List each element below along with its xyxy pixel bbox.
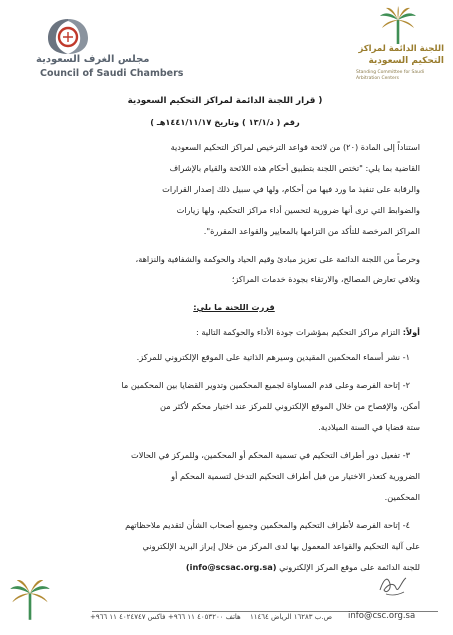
list-item: المحكمين. xyxy=(384,492,420,502)
scsac-english-name: Standing Committee for Saudi Arbitration Centers xyxy=(356,70,425,81)
first-text: التزام مراكز التحكيم بمؤشرات جودة الأداء والحوكمة التالية : xyxy=(195,327,401,337)
footer-pobox: ص.ب ١٦٢٨٣ الرياض ١١٤٦٤ xyxy=(250,613,333,621)
list-item: ١- نشر أسماء المحكمين المقيدين وسيرهم الذاتية على الموقع الإلكتروني للمركز. xyxy=(136,352,410,362)
committee-email: (info@scsac.org.sa) xyxy=(185,562,277,572)
intro-line: القاضية بما يلي: "تختص اللجنة بتطبيق أحكام هذه اللائحة والقيام بالإشراف xyxy=(169,163,420,173)
list-item: ٢- إتاحة الفرصة وعلى قدم المساواة لجميع المحكمين وتدوير القضايا بين المحكمين ما xyxy=(121,380,410,390)
first-label: أولاً: xyxy=(402,327,420,337)
first-clause xyxy=(48,327,420,337)
intro2-line: وحرصاً من اللجنة الدائمة على تعزيز مبادئ وقيم الحياد والحوكمة والشفافية والنزاهة، xyxy=(135,254,420,264)
list-item: على آلية التحكيم والقواعد المعمول بها لدى المركز من خلال إبراز البريد الإلكتروني xyxy=(142,541,420,551)
scsac-logo xyxy=(330,6,448,88)
footer-palm-tree-icon xyxy=(8,578,52,622)
scsac-arabic-line2: التحكيم السعودية xyxy=(368,56,444,66)
intro-line: استناداً إلى المادة (٢٠) من لائحة قواعد الترخيص لمراكز التحكيم السعودية xyxy=(170,142,420,152)
signature-icon xyxy=(376,572,410,598)
palm-tree-icon xyxy=(378,6,418,46)
list-item: ٣- تفعيل دور أطراف التحكيم في تسمية المحكم أو المحكمين، وللمركز في الحالات xyxy=(130,450,410,460)
decision-number: رقم ( د/١٣/١ ) وتاريخ ١٤٤١/١١/١٧هـ ) xyxy=(150,117,300,127)
intro-line: والضوابط التي ترى أنها ضرورية لتحسين أداء مراكز التحكيم، ولها زيارات xyxy=(176,205,420,215)
decided-heading: قررت اللجنة ما يلي: xyxy=(193,302,275,312)
decision-title: ( قرار اللجنة الدائمة لمراكز التحكيم السعودية xyxy=(127,96,323,106)
cscc-emblem-icon xyxy=(44,16,92,56)
footer-email[interactable]: info@csc.org.sa xyxy=(348,611,416,621)
list-item: أمكن، والإفصاح من خلال الموقع الإلكتروني للمركز عند اختيار محكم لأكثر من xyxy=(160,401,420,411)
footer-fax: فاكس ٤٠٢٤٧٤٧ ١١ ٩٦٦+ xyxy=(90,613,166,621)
list-item: ٤- إتاحة الفرصة لأطراف التحكيم والمحكمين وجميع أصحاب الشأن لتقديم ملاحظاتهم xyxy=(125,520,410,530)
intro-line: المراكز المرخصة للتأكد من التزامها بالمعايير والقواعد المقررة". xyxy=(203,226,420,236)
cscc-english-name: Council of Saudi Chambers xyxy=(40,68,184,79)
cscc-logo xyxy=(10,14,185,80)
cscc-arabic-name: مجلس الغرف السعودية xyxy=(36,54,150,65)
list-item-text: للجنة الدائمة على موقع المركز الإلكتروني xyxy=(279,562,420,572)
list-item-last xyxy=(48,562,420,572)
intro-line: والرقابة على تنفيذ ما ورد فيها من أحكام، ولها في سبيل ذلك إصدار القرارات xyxy=(162,184,420,194)
scsac-arabic-line1: اللجنة الدائمة لمراكز xyxy=(358,44,444,54)
list-item: الضرورية كتعذر الاختيار من قبل أطراف التحكيم التدخل لتسمية المحكم أو xyxy=(171,471,420,481)
footer-phone: هاتف ٤٠٥٣٢٠٠ ١١ ٩٦٦+ xyxy=(168,613,241,621)
intro2-line: وتلافي تعارض المصالح، والارتقاء بجودة خدمات المراكز؛ xyxy=(231,274,420,284)
list-item: ستة قضايا في السنة الميلادية. xyxy=(318,422,420,432)
